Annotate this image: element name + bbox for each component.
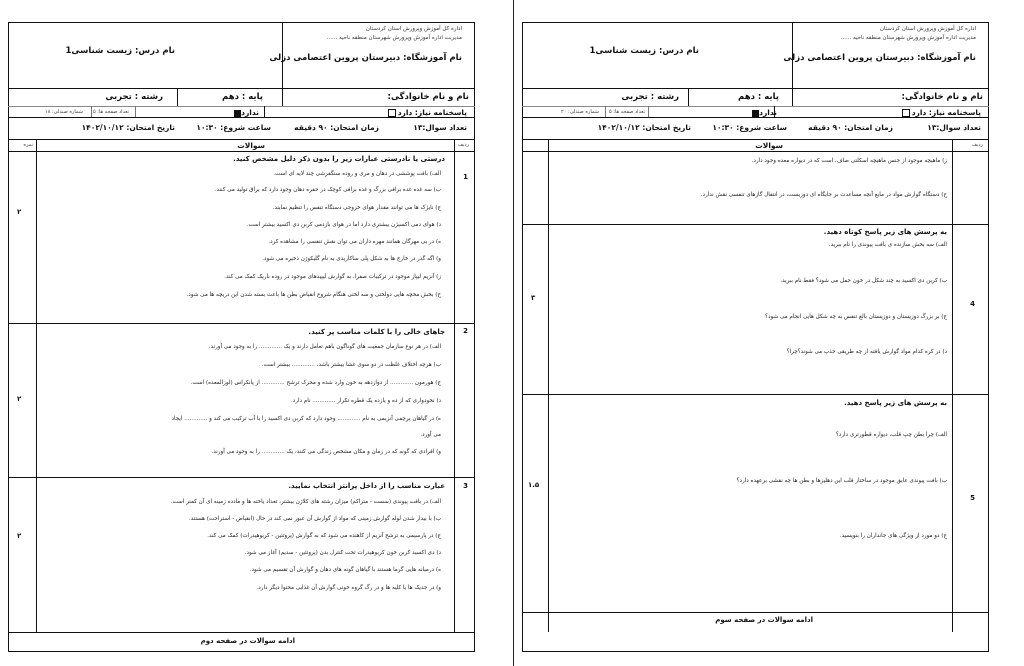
- question-line: الف) در بافت پیوندی (سست - متراکم) میزان رشته های کلاژن بیشتر، تعداد یاخته ها و مادده زمینه ای آن کمتر است.: [170, 499, 441, 505]
- grade-label: پایه : دهم: [222, 92, 263, 102]
- question-line: ب) کربن دی اکسید به چند شکل در خون حمل می شود؟ فقط نام ببرید.: [780, 278, 947, 284]
- question-title: به پرسش های زیر پاسخ دهید.: [844, 399, 947, 407]
- question-number: 1: [463, 173, 468, 181]
- question-line: الف) سه بخش سازنده ی بافت پیوندی را نام ببرید.: [828, 242, 947, 248]
- question-line: ب) هرچه اختلاف غلظت در دو سوی غشا بیشتر باشد، ............. بیشتر است.: [261, 362, 441, 368]
- office-line-2: مدیریت اداره آموزش وپرورش شهرستان منطقه ناحیه ......: [326, 35, 462, 41]
- office-line-1: اداره کل آموزش وپرورش استان کردستان: [365, 26, 462, 32]
- header-divider: [282, 22, 283, 106]
- seat-number: شماره صندلی: ۱۸: [45, 109, 83, 115]
- question-line: د) در کره کدام مواد گوارش یافته از چه طریقی جذب می شوند؟چرا؟: [786, 349, 947, 355]
- question-number: 4: [970, 300, 975, 308]
- question-score: ۱.۵: [528, 481, 540, 489]
- question-line: ه) در گیاهان پرچمی آنزیمی به نام ............. وجود دارد که کربن دی اکسید را با آب ترکیب می کند و ............. ایجاد: [171, 416, 441, 422]
- question-line: و) اگه گذر در خارج ها به شکل پلی ساکاریدی به نام گلیکوژن ذخیره می شود.: [262, 256, 441, 262]
- question-line: ب) بافت پیوندی عایق موجود در ساختار قلب این دهلیزها و بطن ها چه نقشی برعهده دارد؟: [736, 478, 947, 484]
- answer-sheet-no: ندارد: [230, 108, 259, 117]
- question-title: جاهای خالی را با کلمات مناسب پر کنید.: [308, 328, 445, 336]
- score-column-line: [548, 139, 549, 632]
- row-column-line: [454, 139, 455, 632]
- question-count: تعداد سوال:۱۳: [927, 123, 981, 132]
- exam-date: تاریخ امتحان: ۱۴۰۲/۱۰/۱۲: [597, 123, 691, 132]
- answer-sheet-label: پاسخنامه نیاز: دارد: [386, 108, 467, 117]
- question-line: ج) دو مورد از ویژگی های جانداران را بنویسید.: [839, 533, 947, 539]
- page-count: تعداد صفحه ها: ۵: [92, 109, 129, 115]
- office-line-2: مدیریت اداره آموزش وپرورش شهرستان منطقه ناحیه ......: [840, 35, 976, 41]
- major-label: رشته : تجربی: [621, 92, 679, 102]
- question-line: ج) نایژک ها می توانند مقدار هوای خروجی دستگاه تنفس را تنظیم نمایند.: [272, 205, 441, 211]
- major-label: رشته : تجربی: [105, 92, 163, 102]
- page-count: تعداد صفحه ها: ۵: [608, 109, 645, 115]
- question-line: ه) درمیانه هایی گرما هستند با گیاهان گونه های دهان و گوارش آن تقسیم می شود.: [249, 567, 441, 573]
- question-line: د) دی اکسید کربن خون کربوهیدرات تحت کنترل بدن (پروتئین - سدیم) آغاز می شود.: [244, 550, 441, 556]
- question-score: ۲: [17, 395, 22, 403]
- score-column-line: [36, 139, 37, 632]
- row-column-line: [952, 139, 953, 632]
- question-score: ۲: [17, 532, 22, 540]
- header-line: [522, 151, 989, 152]
- school-name: نام آموزشگاه: دبیرستان پروین اعتصامی دزلی: [783, 53, 976, 63]
- question-title: عبارت مناسب را از داخل پرانتز انتخاب نمایید.: [288, 482, 445, 490]
- exam-page-1: [8, 22, 475, 652]
- grade-label: پایه : دهم: [738, 92, 779, 102]
- question-line: و) در جدیک ها با کلیه ها و در رگ گروه خونی گوارش آن غذایی محتوا دیگر دارد.: [256, 585, 441, 591]
- exam-page-2: [522, 22, 989, 652]
- header-divider: [264, 106, 265, 117]
- column-row: ردیف: [971, 142, 983, 148]
- header-divider: [135, 106, 136, 117]
- student-name-label: نام و نام خانوادگی:: [387, 92, 469, 102]
- subject-title: نام درس: زیست شناسی1: [65, 46, 175, 56]
- answer-sheet-no: ندارد: [748, 108, 777, 117]
- column-questions: سوالات: [755, 141, 783, 150]
- header-line: [8, 139, 475, 140]
- header-line: [522, 88, 989, 89]
- question-line: د) نخودواری که از ده و یازده یک قطره تکرار ............. نام دارد.: [290, 398, 441, 404]
- exam-date: تاریخ امتحان: ۱۴۰۲/۱۰/۱۲: [81, 123, 175, 132]
- question-line: ج) بر بزرگ دوزیستان و دوزیستان بالغ تنفس به چه شکل هایی انجام می شود؟: [765, 314, 947, 320]
- footer-line: [8, 632, 475, 633]
- exam-duration: زمان امتحان: ۹۰ دقیقه: [294, 123, 379, 132]
- start-time: ساعت شروع: ۱۰:۳۰: [712, 123, 787, 132]
- header-divider: [792, 22, 793, 106]
- column-row: ردیف: [457, 142, 469, 148]
- exam-duration: زمان امتحان: ۹۰ دقیقه: [808, 123, 893, 132]
- question-line: الف) چرا بطن چپ قلب، دیواره قطورتری دارد؟: [835, 432, 947, 438]
- question-line: ز) ماهیچه موجود از جنس ماهیچه اسکلتی صاف، است که در دیواره معده وجود دارد.: [751, 158, 947, 164]
- question-number: 3: [463, 482, 468, 490]
- page-divider: [513, 0, 514, 666]
- question-line: ب) سه غده غده برافی بزرگ و غده برافی کوچک در حفره دهان وجود دارد که براق تولید می کنند.: [214, 187, 441, 193]
- question-title: درستی یا نادرستی عبارات زیر را بدون ذکر دلیل مشخص کنید.: [233, 155, 445, 163]
- header-line: [8, 117, 475, 118]
- school-name: نام آموزشگاه: دبیرستان پروین اعتصامی دزلی: [269, 53, 462, 63]
- continue-footer: ادامه سوالات در صفحه سوم: [715, 616, 813, 624]
- header-line: [522, 117, 989, 118]
- header-divider: [648, 106, 649, 117]
- question-count: تعداد سوال:۱۳: [413, 123, 467, 132]
- header-divider: [688, 88, 689, 106]
- question-line: ه) در بی مهرگان همانند مهره داران می توان نقش تنفسی را مشاهده کرد.: [268, 239, 441, 245]
- header-line: [8, 106, 475, 107]
- subject-title: نام درس: زیست شناسی1: [589, 46, 699, 56]
- office-line-1: اداره کل آموزش وپرورش استان کردستان: [879, 26, 976, 32]
- start-time: ساعت شروع: ۱۰:۳۰: [196, 123, 271, 132]
- question-separator: [522, 394, 989, 395]
- question-separator: [522, 224, 989, 225]
- header-divider: [177, 88, 178, 106]
- header-divider: [605, 106, 606, 117]
- header-divider: [91, 106, 92, 117]
- question-title: به پرسش های زیر پاسخ کوتاه دهید.: [823, 228, 947, 236]
- question-separator: [8, 477, 475, 478]
- header-line: [8, 88, 475, 89]
- checkbox-icon[interactable]: [902, 109, 910, 117]
- question-separator: [8, 323, 475, 324]
- question-line: ح) دستگاه گوارش مواد در مایع آنچه مساعدت بر جایگاه ای دوزیست، در انتقال گازهای تنفسی نقش ندارد.: [700, 192, 947, 198]
- checkbox-icon[interactable]: [388, 109, 396, 117]
- question-line: د) هوای دمی اکسیژن بیشتری دارد اما در هوای بازدمی کربن دی اکسید بیشتر است.: [246, 222, 441, 228]
- column-questions: سوالات: [237, 141, 265, 150]
- header-line: [522, 139, 989, 140]
- question-number: 5: [970, 494, 975, 502]
- question-line: ج) هورمون ............. از دوازدهه به خون وارد شده و محرک ترشح ............. از پانکراس (لوزالمعده) است.: [190, 380, 441, 386]
- question-line: و) اقرادی که گونه که در زمان و مکان مشخص زندگی می کنند، یک ............. را به وجود می آورند.: [211, 449, 441, 455]
- question-line: ح) بخش مخچه هایی دولختی و سه لختی هنگام شروع انقباض بطن ها باعث بسته شدن این دریچه ها می شود.: [186, 292, 441, 298]
- column-score: نمره: [23, 142, 33, 148]
- continue-footer: ادامه سوالات در صفحه دوم: [200, 637, 295, 645]
- question-score: ۲: [17, 208, 22, 216]
- question-line: ز) آنزیم لیپاز موجود در ترکیبات صفرا، به گوارش لیپیدهای موجود در روده باریک کمک می کند.: [224, 274, 441, 280]
- question-line: الف) در هر نوع سازمان جمعیت های گوناگون باهم تعامل دارند و یک ............. را به وجود می آورند.: [208, 344, 441, 350]
- seat-number: شماره صندلی: ۲۰: [561, 109, 599, 115]
- question-line: می آورد.: [420, 432, 441, 438]
- question-line: ج) در پارسیمی به ترشح آنزیم از کاهنده می شود که به گوارش (پروتئین - کربوهیدرات) کمک می کند.: [207, 533, 441, 539]
- question-line: الف) بافت پوششی در دهان و مری و روده سنگفرشی چند لایه ای است.: [273, 171, 441, 177]
- question-number: 2: [463, 327, 468, 335]
- answer-sheet-label: پاسخنامه نیاز: دارد: [900, 108, 981, 117]
- footer-line: [522, 612, 989, 613]
- question-line: ب) با بیدار شدن لوله گوارش زمینی که مواد از گوارش آن عبور نمی کند در حال (انقباض - استراحت) هستند.: [188, 516, 441, 522]
- question-score: ۳: [531, 294, 536, 302]
- header-line: [522, 106, 989, 107]
- student-name-label: نام و نام خانوادگی:: [901, 92, 983, 102]
- header-line: [8, 151, 475, 152]
